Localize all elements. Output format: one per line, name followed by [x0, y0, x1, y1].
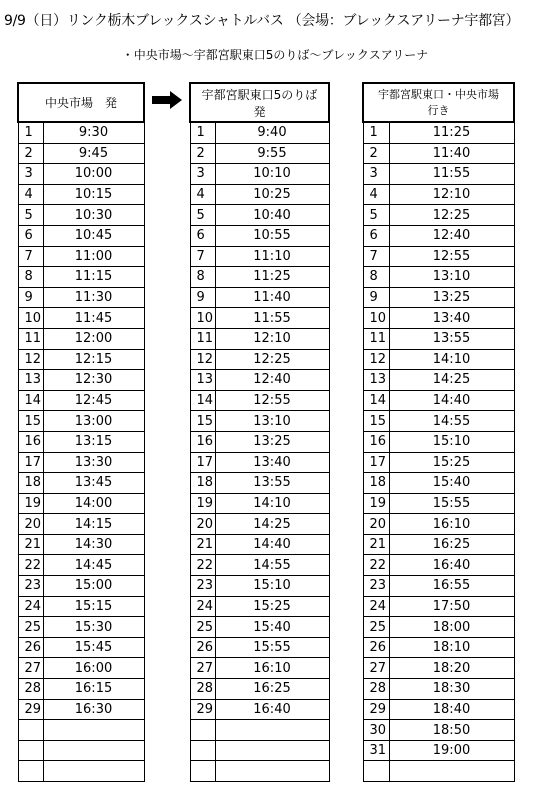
run-number: 18 [190, 473, 215, 494]
departure-time: 13:40 [389, 308, 514, 329]
departure-time: 13:55 [389, 328, 514, 349]
departure-time: 11:30 [43, 287, 144, 308]
run-number: 23 [190, 576, 215, 597]
departure-time: 14:25 [389, 370, 514, 391]
run-number: 20 [363, 514, 389, 535]
run-number: 11 [18, 328, 43, 349]
departure-time: 11:15 [43, 267, 144, 288]
table-row [18, 452, 144, 473]
departure-time: 12:25 [215, 349, 329, 370]
table-row [363, 679, 514, 700]
table-row [18, 740, 144, 761]
table-row [363, 328, 514, 349]
run-number: 14 [363, 390, 389, 411]
table-row [363, 596, 514, 617]
run-number: 25 [18, 617, 43, 638]
table-row [363, 205, 514, 226]
run-number: 1 [190, 122, 215, 143]
run-number: 26 [18, 637, 43, 658]
run-number: 23 [18, 576, 43, 597]
run-number: 16 [18, 431, 43, 452]
run-number: 28 [363, 679, 389, 700]
departure-time: 9:30 [43, 122, 144, 143]
run-number: 9 [190, 287, 215, 308]
departure-time: 14:45 [43, 555, 144, 576]
departure-time [215, 720, 329, 741]
table-row [18, 164, 144, 185]
departure-time: 12:30 [43, 370, 144, 391]
departure-time: 13:40 [215, 452, 329, 473]
table-row [363, 431, 514, 452]
table-row [18, 205, 144, 226]
departure-time: 14:15 [43, 514, 144, 535]
run-number: 22 [18, 555, 43, 576]
departure-time: 15:40 [215, 617, 329, 638]
table-row [363, 658, 514, 679]
departure-time: 15:30 [43, 617, 144, 638]
departure-time: 16:25 [389, 534, 514, 555]
table-row [18, 617, 144, 638]
table-row [190, 637, 329, 658]
departure-time: 14:10 [389, 349, 514, 370]
run-number: 15 [18, 411, 43, 432]
table-row [18, 658, 144, 679]
departure-time: 12:15 [43, 349, 144, 370]
departure-time: 9:40 [215, 122, 329, 143]
timetable-utsunomiya-station [189, 82, 330, 782]
departure-time: 17:50 [389, 596, 514, 617]
run-number: 17 [190, 452, 215, 473]
table-row [363, 390, 514, 411]
departure-time [215, 740, 329, 761]
run-number: 12 [190, 349, 215, 370]
table-row [363, 349, 514, 370]
table-row [190, 164, 329, 185]
departure-time: 16:30 [43, 699, 144, 720]
table-row [363, 267, 514, 288]
departure-time: 19:00 [389, 740, 514, 761]
table-row [18, 308, 144, 329]
run-number: 14 [18, 390, 43, 411]
table-row [18, 534, 144, 555]
run-number: 9 [363, 287, 389, 308]
run-number [18, 740, 43, 761]
table-row [190, 720, 329, 741]
run-number: 5 [190, 205, 215, 226]
table-row [190, 452, 329, 473]
departure-time: 12:55 [389, 246, 514, 267]
departure-time [43, 761, 144, 782]
departure-time: 12:40 [215, 370, 329, 391]
table-row [190, 617, 329, 638]
run-number: 2 [363, 143, 389, 164]
run-number: 8 [363, 267, 389, 288]
run-number: 29 [18, 699, 43, 720]
departure-time: 13:25 [389, 287, 514, 308]
departure-time: 16:00 [43, 658, 144, 679]
timetable-header [363, 83, 514, 122]
run-number: 13 [363, 370, 389, 391]
departure-time: 10:55 [215, 225, 329, 246]
departure-time: 18:50 [389, 720, 514, 741]
table-row [190, 473, 329, 494]
table-row [18, 679, 144, 700]
table-row [363, 555, 514, 576]
table-row [190, 534, 329, 555]
run-number: 4 [190, 184, 215, 205]
table-row [190, 596, 329, 617]
departure-time: 16:15 [43, 679, 144, 700]
timetable-return [362, 82, 515, 782]
run-number: 19 [18, 493, 43, 514]
run-number: 30 [363, 720, 389, 741]
table-row [18, 761, 144, 782]
table-row [18, 246, 144, 267]
run-number: 8 [18, 267, 43, 288]
run-number: 22 [363, 555, 389, 576]
departure-time: 16:40 [215, 699, 329, 720]
table-row [190, 699, 329, 720]
departure-time: 12:55 [215, 390, 329, 411]
run-number: 27 [18, 658, 43, 679]
table-row [190, 328, 329, 349]
run-number: 18 [18, 473, 43, 494]
departure-time: 15:25 [389, 452, 514, 473]
table-row [190, 246, 329, 267]
table-row [363, 720, 514, 741]
table-row [190, 493, 329, 514]
run-number: 5 [363, 205, 389, 226]
departure-time: 13:45 [43, 473, 144, 494]
departure-time: 15:25 [215, 596, 329, 617]
run-number: 20 [190, 514, 215, 535]
departure-time: 14:40 [215, 534, 329, 555]
table-row [190, 205, 329, 226]
table-row [363, 143, 514, 164]
departure-time: 15:55 [215, 637, 329, 658]
run-number: 8 [190, 267, 215, 288]
run-number [18, 720, 43, 741]
departure-time: 16:40 [389, 555, 514, 576]
departure-time: 13:25 [215, 431, 329, 452]
run-number: 1 [363, 122, 389, 143]
run-number: 2 [190, 143, 215, 164]
page-title: 9/9（日）リンク栃木ブレックスシャトルバス （会場：ブレックスアリーナ宇都宮） [4, 13, 520, 29]
table-row [363, 493, 514, 514]
run-number: 12 [18, 349, 43, 370]
table-row [363, 225, 514, 246]
run-number [190, 720, 215, 741]
table-row [190, 576, 329, 597]
table-row [190, 679, 329, 700]
table-row [18, 576, 144, 597]
table-row [18, 596, 144, 617]
run-number: 14 [190, 390, 215, 411]
departure-time: 11:45 [43, 308, 144, 329]
run-number: 3 [190, 164, 215, 185]
departure-time: 16:10 [215, 658, 329, 679]
table-row [363, 761, 514, 782]
departure-time: 13:10 [389, 267, 514, 288]
departure-time: 14:10 [215, 493, 329, 514]
table-row [18, 431, 144, 452]
run-number: 10 [190, 308, 215, 329]
table-row [18, 122, 144, 143]
departure-time: 10:40 [215, 205, 329, 226]
run-number: 21 [363, 534, 389, 555]
table-row [190, 411, 329, 432]
table-row [190, 514, 329, 535]
run-number: 21 [190, 534, 215, 555]
departure-time: 10:15 [43, 184, 144, 205]
departure-time: 10:25 [215, 184, 329, 205]
run-number: 20 [18, 514, 43, 535]
table-row [18, 411, 144, 432]
departure-time: 14:00 [43, 493, 144, 514]
table-row [18, 370, 144, 391]
table-row [190, 370, 329, 391]
run-number: 7 [18, 246, 43, 267]
run-number: 13 [18, 370, 43, 391]
run-number: 9 [18, 287, 43, 308]
run-number: 17 [18, 452, 43, 473]
departure-time: 15:45 [43, 637, 144, 658]
run-number: 24 [363, 596, 389, 617]
table-row [363, 370, 514, 391]
run-number: 23 [363, 576, 389, 597]
table-row [18, 184, 144, 205]
departure-time [43, 740, 144, 761]
run-number: 13 [190, 370, 215, 391]
timetable-chuo-ichiba [17, 82, 145, 782]
departure-time: 11:00 [43, 246, 144, 267]
run-number: 6 [363, 225, 389, 246]
departure-time: 13:10 [215, 411, 329, 432]
run-number: 12 [363, 349, 389, 370]
table-row [18, 637, 144, 658]
departure-time: 14:55 [389, 411, 514, 432]
run-number: 31 [363, 740, 389, 761]
run-number: 15 [190, 411, 215, 432]
departure-time: 11:40 [215, 287, 329, 308]
run-number: 28 [18, 679, 43, 700]
table-row [363, 473, 514, 494]
departure-time: 15:15 [43, 596, 144, 617]
departure-time: 14:25 [215, 514, 329, 535]
run-number: 16 [190, 431, 215, 452]
departure-time: 12:00 [43, 328, 144, 349]
departure-time: 16:10 [389, 514, 514, 535]
table-row [18, 349, 144, 370]
run-number: 25 [363, 617, 389, 638]
departure-time [389, 761, 514, 782]
departure-time: 10:45 [43, 225, 144, 246]
timetable-header: 中央市場 発 [18, 83, 144, 122]
table-row [363, 122, 514, 143]
departure-time: 18:30 [389, 679, 514, 700]
run-number: 4 [18, 184, 43, 205]
run-number: 11 [363, 328, 389, 349]
departure-time: 11:25 [389, 122, 514, 143]
departure-time: 15:00 [43, 576, 144, 597]
table-row [190, 308, 329, 329]
table-row [18, 287, 144, 308]
run-number: 10 [18, 308, 43, 329]
table-row [18, 555, 144, 576]
table-row [18, 699, 144, 720]
departure-time: 11:55 [215, 308, 329, 329]
departure-time: 10:30 [43, 205, 144, 226]
departure-time: 12:10 [389, 184, 514, 205]
departure-time: 13:00 [43, 411, 144, 432]
table-row [190, 287, 329, 308]
run-number: 5 [18, 205, 43, 226]
run-number: 19 [190, 493, 215, 514]
table-row [18, 225, 144, 246]
departure-time: 11:25 [215, 267, 329, 288]
table-row [363, 452, 514, 473]
table-row [363, 740, 514, 761]
table-row [363, 514, 514, 535]
departure-time: 13:30 [43, 452, 144, 473]
departure-time: 10:10 [215, 164, 329, 185]
table-row [190, 431, 329, 452]
table-row [190, 658, 329, 679]
run-number: 28 [190, 679, 215, 700]
run-number: 15 [363, 411, 389, 432]
run-number [18, 761, 43, 782]
departure-time: 11:10 [215, 246, 329, 267]
departure-time: 18:20 [389, 658, 514, 679]
departure-time: 11:55 [389, 164, 514, 185]
table-row [190, 390, 329, 411]
departure-time: 15:10 [389, 431, 514, 452]
run-number: 3 [18, 164, 43, 185]
route-description: ・中央市場～宇都宮駅東口5のりば～ブレックスアリーナ [121, 48, 429, 62]
table-row [18, 514, 144, 535]
table-row [363, 617, 514, 638]
run-number: 16 [363, 431, 389, 452]
departure-time: 11:40 [389, 143, 514, 164]
departure-time [43, 720, 144, 741]
departure-time: 15:40 [389, 473, 514, 494]
departure-time: 9:55 [215, 143, 329, 164]
table-row [18, 267, 144, 288]
departure-time: 18:10 [389, 637, 514, 658]
departure-time: 12:40 [389, 225, 514, 246]
departure-time: 13:15 [43, 431, 144, 452]
table-row [18, 720, 144, 741]
table-row [363, 411, 514, 432]
table-row [18, 143, 144, 164]
departure-time: 15:55 [389, 493, 514, 514]
table-row [363, 184, 514, 205]
table-row [363, 246, 514, 267]
run-number: 27 [363, 658, 389, 679]
table-row [363, 534, 514, 555]
run-number: 7 [363, 246, 389, 267]
departure-time: 18:00 [389, 617, 514, 638]
table-row [190, 761, 329, 782]
departure-time: 9:45 [43, 143, 144, 164]
departure-time: 10:00 [43, 164, 144, 185]
run-number: 4 [363, 184, 389, 205]
departure-time: 15:10 [215, 576, 329, 597]
run-number: 2 [18, 143, 43, 164]
run-number [363, 761, 389, 782]
run-number: 29 [363, 699, 389, 720]
table-row [190, 267, 329, 288]
table-row [190, 122, 329, 143]
departure-time: 16:55 [389, 576, 514, 597]
run-number: 10 [363, 308, 389, 329]
run-number: 25 [190, 617, 215, 638]
table-row [363, 699, 514, 720]
run-number: 6 [18, 225, 43, 246]
timetable-header-line1: 宇都宮駅東口・中央市場 [378, 87, 499, 101]
run-number: 26 [190, 637, 215, 658]
timetable-header: 宇都宮駅東口5のりば 発 [190, 83, 329, 122]
run-number: 18 [363, 473, 389, 494]
departure-time: 14:40 [389, 390, 514, 411]
table-row [190, 555, 329, 576]
departure-time: 13:55 [215, 473, 329, 494]
departure-time: 12:10 [215, 328, 329, 349]
table-row [190, 349, 329, 370]
table-row [190, 740, 329, 761]
departure-time: 14:30 [43, 534, 144, 555]
run-number: 11 [190, 328, 215, 349]
table-row [18, 390, 144, 411]
right-arrow-icon [152, 91, 182, 109]
run-number: 19 [363, 493, 389, 514]
table-row [190, 225, 329, 246]
table-row [363, 576, 514, 597]
departure-time: 12:45 [43, 390, 144, 411]
departure-time: 16:25 [215, 679, 329, 700]
departure-time: 18:40 [389, 699, 514, 720]
table-row [363, 287, 514, 308]
run-number: 24 [190, 596, 215, 617]
table-row [363, 164, 514, 185]
table-row [190, 184, 329, 205]
run-number: 29 [190, 699, 215, 720]
table-row [18, 328, 144, 349]
run-number [190, 761, 215, 782]
run-number: 1 [18, 122, 43, 143]
departure-time: 12:25 [389, 205, 514, 226]
timetable-header-line2: 行き [427, 103, 450, 117]
table-row [18, 473, 144, 494]
run-number: 22 [190, 555, 215, 576]
table-row [363, 637, 514, 658]
run-number: 26 [363, 637, 389, 658]
table-row [190, 143, 329, 164]
table-row [363, 308, 514, 329]
run-number: 17 [363, 452, 389, 473]
run-number: 7 [190, 246, 215, 267]
run-number [190, 740, 215, 761]
run-number: 6 [190, 225, 215, 246]
run-number: 27 [190, 658, 215, 679]
departure-time [215, 761, 329, 782]
table-row [18, 493, 144, 514]
run-number: 3 [363, 164, 389, 185]
run-number: 24 [18, 596, 43, 617]
run-number: 21 [18, 534, 43, 555]
departure-time: 14:55 [215, 555, 329, 576]
